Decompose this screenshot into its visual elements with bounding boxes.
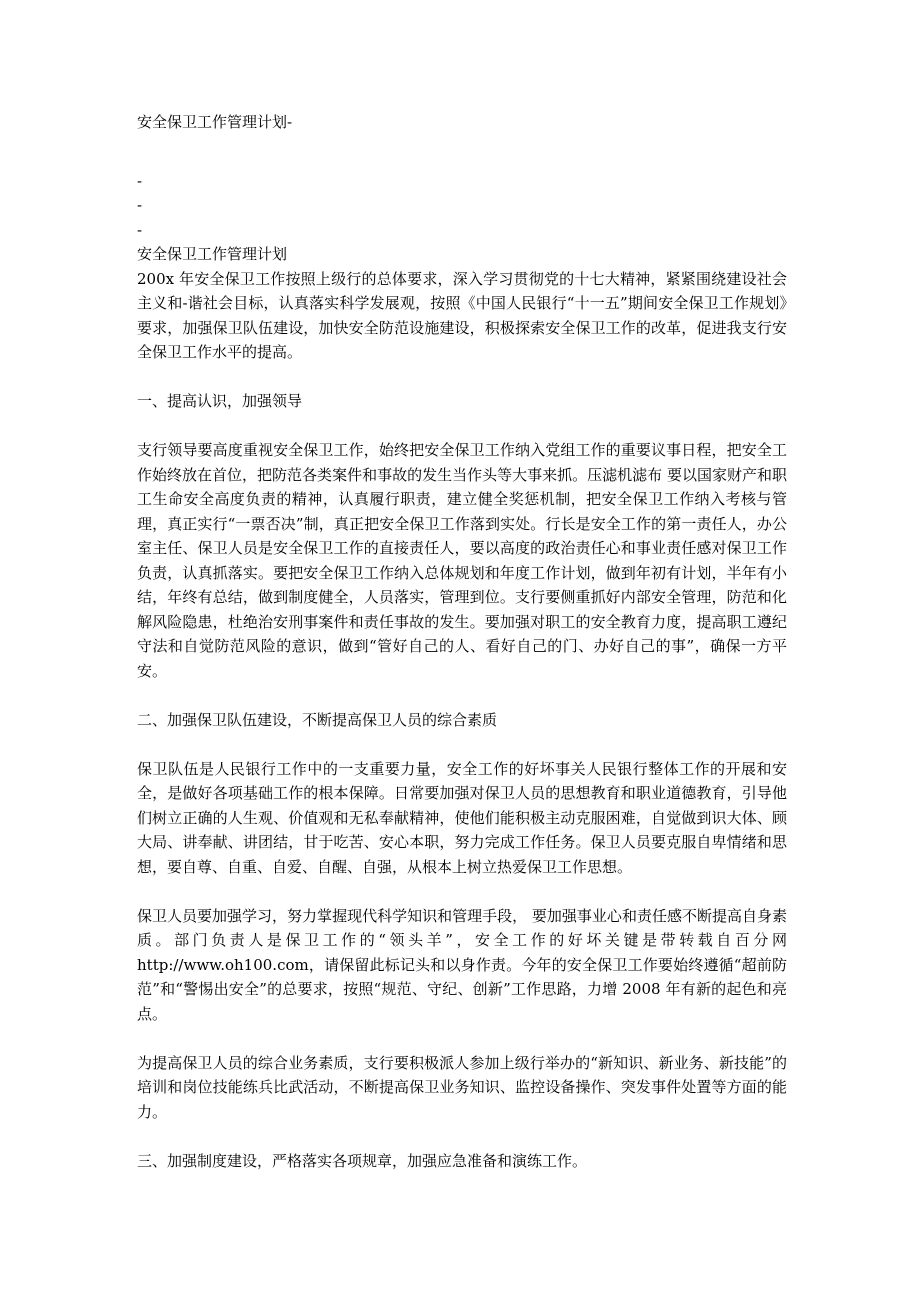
section-heading-3: 三、加强制度建设，严格落实各项规章，加强应急准备和演练工作。 [137, 1151, 588, 1170]
section-1-paragraph: 支行领导要高度重视安全保卫工作，始终把安全保卫工作纳入党组工作的重要议事日程，把安全工作始终放在首位，把防范各类案件和事故的发生当作头等大事来抓。压滤机滤布 要以国家财产和职工生命安全高度负责的精神，认真履行职责，建立健全奖惩机制，把安全保卫工作纳入考核与管理，真正实行“一票否决”制，真正把安全保卫工作落到实处。行长是安全工作的第一责任人，办公室主任、保卫人员是安全保卫工作的直接责任人，要以高度的政治责任心和事业责任感对保卫工作负责，认真抓落实。要把安全保卫工作纳入总体规划和年度工作计划，做到年初有计划，半年有小结，年终有总结，做到制度健全，人员落实，管理到位。支行要侧重抓好内部安全管理，防范和化解风险隐患，杜绝治安刑事案件和责任事故的发生。要加强对职工的安全教育力度，提高职工遵纪守法和自觉防范风险的意识，做到“管好自己的人、看好自己的门、办好自己的事”，确保一方平安。 [137, 441, 787, 680]
dash-line-2: - [137, 196, 143, 214]
section-2-paragraph-3: 为提高保卫人员的综合业务素质，支行要积极派人参加上级行举办的“新知识、新业务、新技能”的培训和岗位技能练兵比武活动，不断提高保卫业务知识、监控设备操作、突发事件处置等方面的能力。 [137, 1053, 787, 1121]
spacer [137, 365, 787, 390]
document-page [137, 110, 787, 1173]
spacer [137, 1026, 787, 1051]
intro-paragraph: 200x 年安全保卫工作按照上级行的总体要求，深入学习贯彻党的十七大精神，紧紧围绕建设社会主义和-谐社会目标，认真落实科学发展观，按照《中国人民银行“十一五”期间安全保卫工作规划》要求，加强保卫队伍建设，加快安全防范设施建设，积极探索安全保卫工作的改革，促进我支行安全保卫工作水平的提高。 [137, 269, 787, 361]
spacer [137, 879, 787, 904]
spacer [137, 683, 787, 708]
section-2-paragraph-2: 保卫人员要加强学习，努力掌握现代科学知识和管理手段， 要加强事业心和责任感不断提高自身素质。部门负责人是保卫工作的“领头羊”，安全工作的好坏关键是带转载自百分网 http://www.oh100.com，请保留此标记头和以身作责。今年的安全保卫工作要始终遵循“超前防范”和“警惕出安全”的总要求，按照“规范、守纪、创新”工作思路，力增 2008 年有新的起色和亮点。 [137, 906, 787, 1023]
spacer [137, 414, 787, 439]
document-title: 安全保卫工作管理计划- [137, 113, 293, 131]
section-2-paragraph-1: 保卫队伍是人民银行工作中的一支重要力量，安全工作的好坏事关人民银行整体工作的开展和安全，是做好各项基础工作的根本保障。日常要加强对保卫人员的思想教育和职业道德教育，引导他们树立正确的人生观、价值观和无私奉献精神，使他们能积极主动克服困难，自觉做到识大体、顾大局、讲奉献、讲团结，甘于吃苦、安心本职，努力完成工作任务。保卫人员要克服自卑情绪和思想，要自尊、自重、自爱、自醒、自强，从根本上树立热爱保卫工作思想。 [137, 759, 787, 876]
dash-line-1: - [137, 171, 143, 190]
document-subtitle: 安全保卫工作管理计划 [137, 245, 288, 263]
spacer [137, 1124, 787, 1149]
document-content [137, 110, 787, 1173]
section-heading-1: 一、提高认识，加强领导 [137, 392, 303, 410]
spacer [137, 732, 787, 757]
section-heading-2: 二、加强保卫队伍建设，不断提高保卫人员的综合素质 [137, 710, 498, 729]
dash-line-3: - [137, 220, 143, 239]
